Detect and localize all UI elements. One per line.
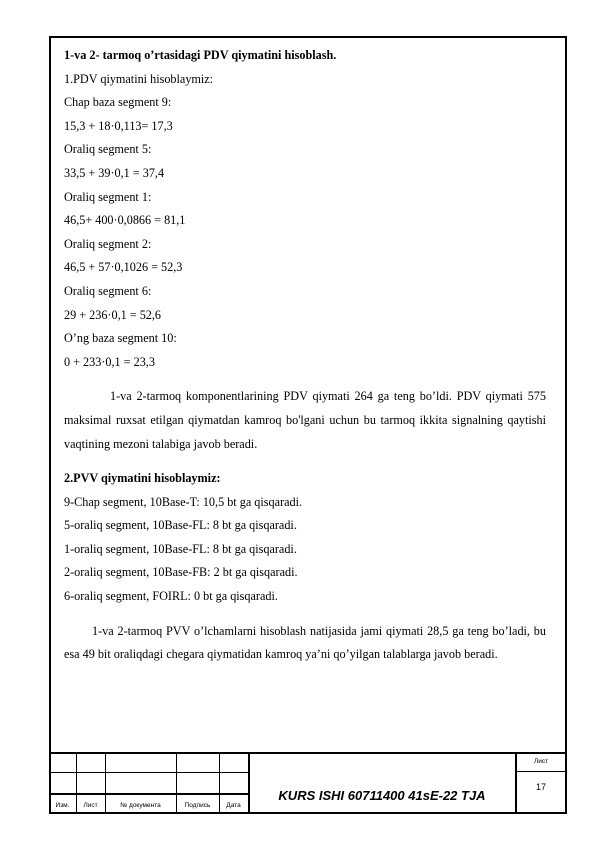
- pvv-line: 2-oraliq segment, 10Base-FB: 2 bt ga qisqaradi.: [64, 565, 298, 580]
- document-code: KURS ISHI 60711400 41sE-22 TJA: [278, 788, 486, 803]
- calc-line: 33,5 + 39·0,1 = 37,4: [64, 165, 165, 180]
- stamp-label-date: Дата: [226, 802, 241, 809]
- section1-heading: 1-va 2- tarmoq o’rtasidagi PDV qiymatini hisoblash.: [64, 48, 337, 62]
- pvv-line: 1-oraliq segment, 10Base-FL: 8 bt ga qisqaradi.: [64, 541, 297, 556]
- calc-line: 15,3 + 18·0,113= 17,3: [64, 118, 173, 133]
- calc-line: Oraliq segment 1:: [64, 189, 152, 204]
- calc-line: Chap baza segment 9:: [64, 95, 172, 110]
- stamp-label-doc: № документа: [120, 802, 161, 809]
- pvv-line: 9-Chap segment, 10Base-T: 10,5 bt ga qisqaradi.: [64, 494, 303, 509]
- pvv-line: 6-oraliq segment, FOIRL: 0 bt ga qisqaradi.: [64, 589, 278, 604]
- calc-line: 46,5 + 57·0,1026 = 52,3: [64, 260, 183, 275]
- stamp-label-list: Лист: [83, 802, 98, 809]
- calc-line: Oraliq segment 2:: [64, 236, 152, 251]
- stamp-label-signature: Подпись: [184, 802, 211, 809]
- document-body: [64, 44, 546, 667]
- calc-line: 29 + 236·0,1 = 52,6: [64, 307, 162, 322]
- title-block: [49, 752, 567, 814]
- stamp-label-izm: Изм.: [55, 802, 70, 809]
- section2-heading: 2.PVV qiymatini hisoblaymiz:: [64, 471, 221, 486]
- section1-conclusion: 1-va 2-tarmoq komponentlarining PDV qiymati 264 ga teng bo’ldi. PDV qiymati 575 maksimal ruxsat etilgan qiymatdan kamroq bo'lgani uchun bu tarmoq ikkita signalning qaytishi vaqtining mezoni talabiga javob beradi.: [64, 389, 546, 451]
- calc-line: Oraliq segment 5:: [64, 142, 152, 157]
- calc-line: O’ng baza segment 10:: [64, 331, 177, 346]
- sheet-label: Лист: [533, 758, 549, 765]
- calc-line: Oraliq segment 6:: [64, 283, 152, 298]
- section1-intro: 1.PDV qiymatini hisoblaymiz:: [64, 71, 214, 86]
- calc-line: 46,5+ 400·0,0866 = 81,1: [64, 213, 186, 228]
- sheet-number: 17: [535, 782, 546, 792]
- section2-conclusion: 1-va 2-tarmoq PVV o’lchamlarni hisoblash natijasida jami qiymati 28,5 ga teng bo’ladi, bu esa 49 bit oraliqdagi chegara qiymatidan kamroq ya’ni qo’yilgan talablarga javob beradi.: [64, 623, 546, 662]
- calc-line: 0 + 233·0,1 = 23,3: [64, 354, 155, 369]
- pvv-line: 5-oraliq segment, 10Base-FL: 8 bt ga qisqaradi.: [64, 518, 297, 533]
